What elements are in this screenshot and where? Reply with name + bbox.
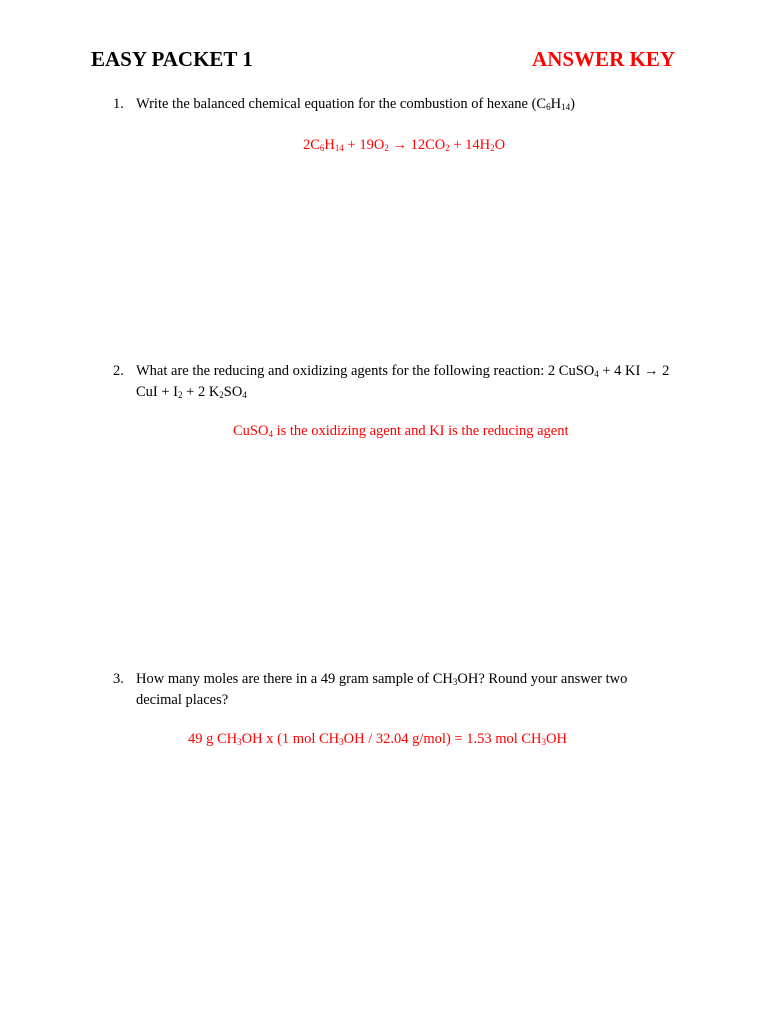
question-number: 1. (113, 96, 124, 112)
question-2 (113, 361, 673, 403)
question-text: How many moles are there in a 49 gram sample of $CH_3OH$? Round your answer two decimal places? (136, 671, 628, 708)
question-number: 2. (113, 363, 124, 379)
question-text: What are the reducing and oxidizing agents for the following reaction: 2 CuSO$_4$ + 4 KI → 2 CuI + $I_2 + 2$ $K_2SO_4$ (136, 363, 670, 400)
question-number: 3. (113, 671, 124, 687)
page-title: EASY PACKET 1 (91, 47, 253, 71)
answer-3: 49 g $CH_3OH$ x (1 mol $CH_3OH / 32.04$ g/mol) = 1.53 mol $CH_3OH$ (188, 731, 567, 747)
answer-2: CuSO$_4$ is the oxidizing agent and KI is the reducing agent (233, 423, 569, 439)
question-text: Write the balanced chemical equation for the combustion of hexane $(C_6H_{14})$ (136, 96, 575, 112)
question-3 (113, 669, 673, 711)
question-1 (113, 94, 673, 115)
answer-key-label: ANSWER KEY (532, 47, 675, 71)
answer-1: $2C_6H_{14} + 19O_2 \to 12CO_2 + 14H_2O$ (303, 137, 506, 153)
